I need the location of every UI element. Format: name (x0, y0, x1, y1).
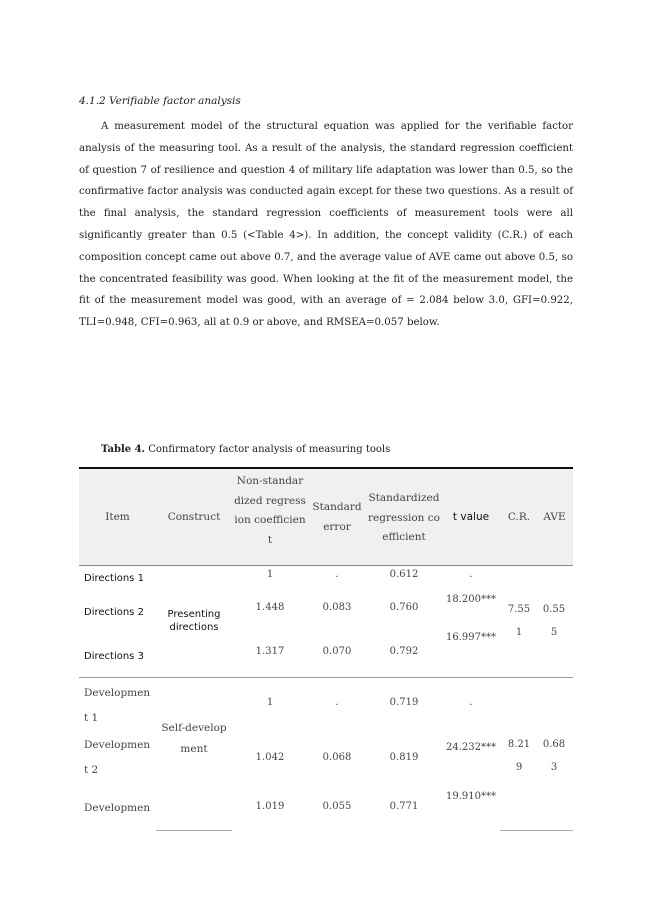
cr-value: 7.551 (507, 604, 531, 638)
std-value: 0.760 (389, 602, 419, 613)
t-value: 18.200*** (446, 594, 496, 605)
table-caption-text: Confirmatory factor analysis of measuring tools (145, 444, 391, 455)
std-value: 0.612 (389, 569, 419, 580)
t-value: 19.910*** (446, 791, 496, 802)
header-item: Item (105, 511, 130, 523)
t-value: . (469, 569, 473, 580)
table-bottom-rule-left (156, 830, 232, 831)
construct-label: Self-development (161, 722, 227, 755)
construct-label: Presenting directions (167, 609, 221, 633)
nonstd-value: 1.019 (255, 801, 285, 812)
section-title: 4.1.2 Verifiable factor analysis (79, 95, 241, 107)
table-caption (101, 444, 390, 455)
table-caption-label: Table 4. (101, 444, 146, 455)
nonstd-value: 1.042 (255, 752, 285, 763)
table-row-item: Directions 2 (84, 607, 144, 618)
t-value: 24.232*** (446, 742, 496, 753)
header-standardized: Standardized regression coefficient (368, 492, 440, 543)
nonstd-value: 1.317 (255, 646, 285, 657)
nonstd-value: 1.448 (255, 602, 285, 613)
table-row-item: Directions 3 (84, 651, 144, 662)
header-ave: AVE (543, 511, 566, 523)
table-row-item: Development 2 (84, 739, 151, 776)
ave-value: 0.683 (542, 739, 566, 773)
stderr-value: . (335, 569, 339, 580)
std-value: 0.719 (389, 697, 419, 708)
header-nonstandardized: Non-standardized regression coefficient (234, 475, 306, 546)
stderr-value: . (335, 697, 339, 708)
header-standard-error: Standard error (312, 501, 362, 533)
group-separator-rule (79, 677, 573, 678)
header-construct: Construct (167, 511, 221, 523)
nonstd-value: 1 (266, 569, 274, 580)
std-value: 0.819 (389, 752, 419, 763)
t-value: . (469, 697, 473, 708)
cr-value: 8.219 (507, 739, 531, 773)
table-row-item: Developmen (84, 802, 151, 814)
table-row-item: Development 1 (84, 687, 151, 724)
nonstd-value: 1 (266, 697, 274, 708)
stderr-value: 0.070 (322, 646, 352, 657)
body-paragraph: A measurement model of the structural equation was applied for the verifiable factor analysis of the measuring tool. As a result of the analysis, the standard regression coefficient of question 7 of resilience and question 4 of military life adaptation was lower than 0.5, so the confirmative factor analysis was conducted again except for these two questions. As a result of the final analysis, the standard regression coefficients of measurement tools were all significantly greater than 0.5 (<Table 4>). In addition, the concept validity (C.R.) of each composition concept came out above 0.7, and the average value of AVE came out above 0.5, so the concentrated feasibility was good. When looking at the fit of the measurement model, the fit of the measurement model was good, with an average of = 2.084 below 3.0, GFI=0.922, TLI=0.948, CFI=0.963, all at 0.9 or above, and RMSEA=0.057 below. (79, 121, 573, 329)
ave-value: 0.555 (542, 604, 566, 638)
stderr-value: 0.055 (322, 801, 352, 812)
header-cr: C.R. (507, 511, 531, 523)
stderr-value: 0.068 (322, 752, 352, 763)
header-t-value: t value (452, 511, 490, 523)
std-value: 0.771 (389, 801, 419, 812)
stderr-value: 0.083 (322, 602, 352, 613)
table-row-item: Directions 1 (84, 573, 144, 584)
t-value: 16.997*** (446, 632, 496, 643)
std-value: 0.792 (389, 646, 419, 657)
table-bottom-rule-right (500, 830, 573, 831)
